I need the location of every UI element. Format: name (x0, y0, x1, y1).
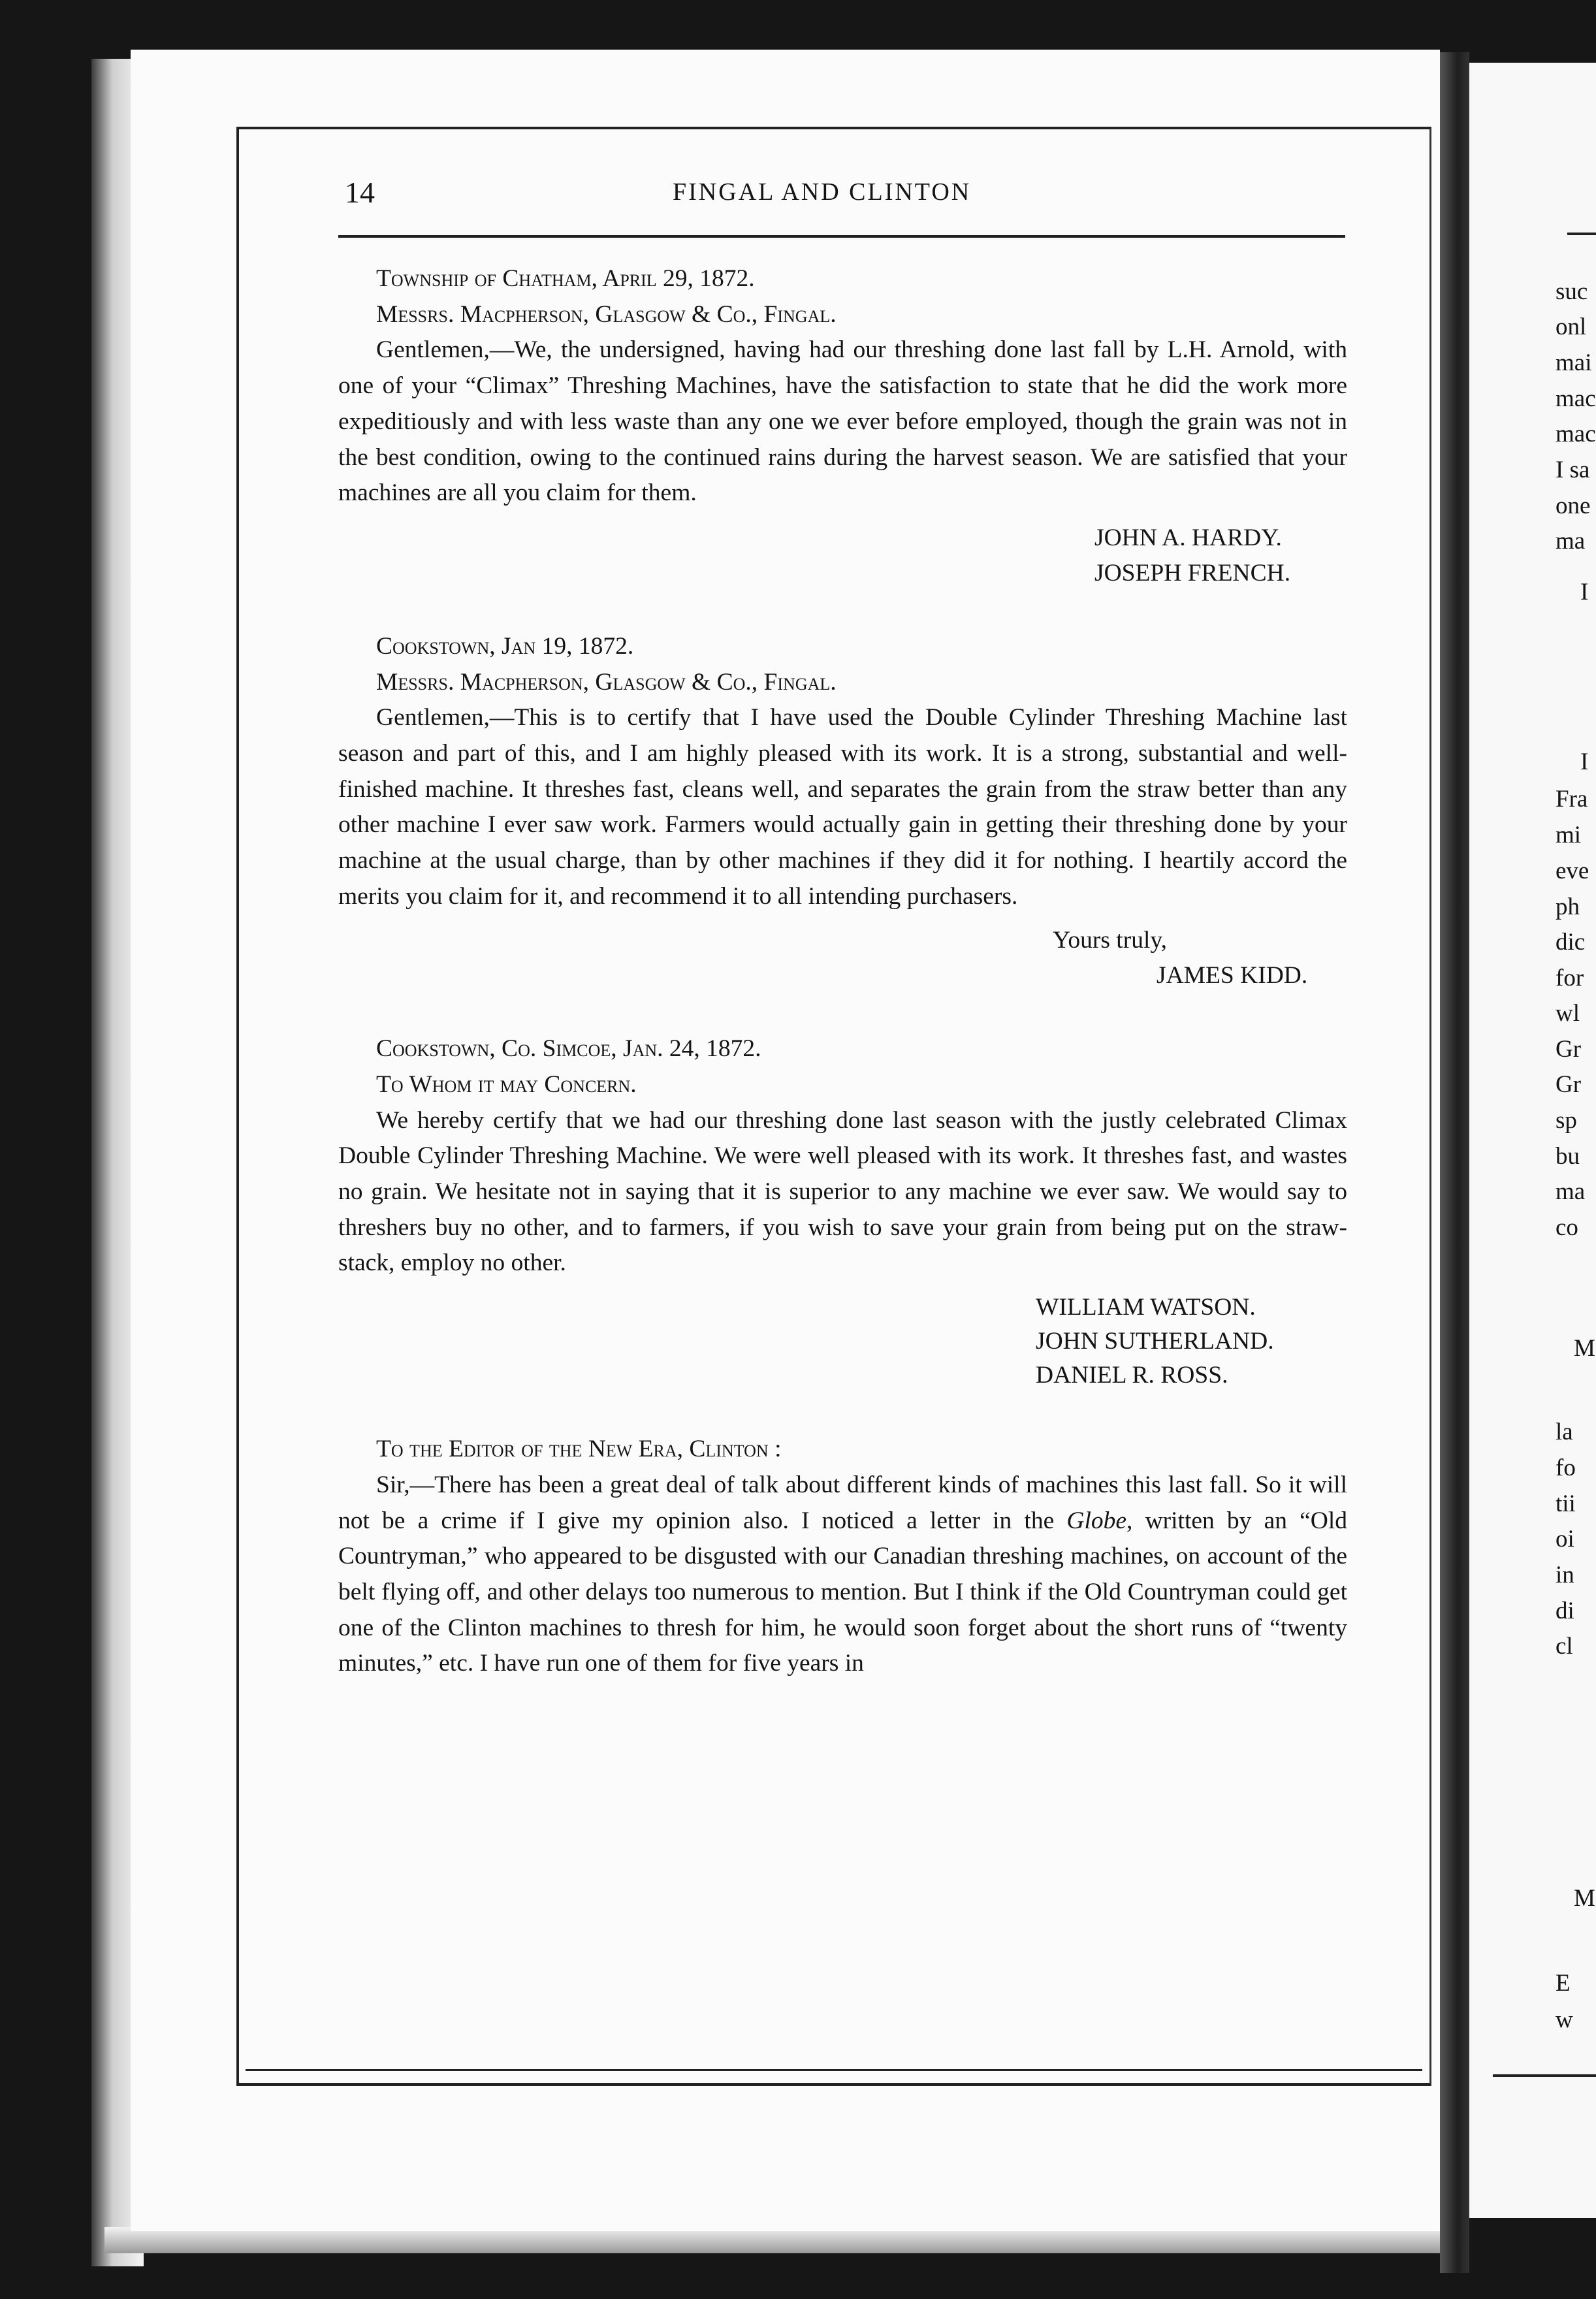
facing-page-fragment: eve (1556, 858, 1589, 884)
facing-page-fragment: cl (1556, 1633, 1573, 1660)
facing-page-fragment: E (1556, 1970, 1571, 1997)
facing-page-fragment: Gr (1556, 1071, 1582, 1098)
page-border-inner-rule (246, 2069, 1422, 2071)
letter-text: Sir,—There has been a great deal of talk about different kinds of machines this last fall. So it will not be a crime if I give my opinion also. I noticed a letter in the (338, 1471, 1347, 1534)
letter-dateline: Cookstown, Jan 19, 1872. (376, 632, 634, 660)
page-stack-bottom-edge (104, 2227, 1450, 2253)
facing-page-fragment: ma (1556, 528, 1586, 555)
letter-signature: JOSEPH FRENCH. (1094, 559, 1291, 587)
facing-page-fragment: wl (1556, 1000, 1580, 1027)
facing-page-fragment: mac (1556, 385, 1596, 412)
letter-salutation: Messrs. Macpherson, Glasgow & Co., Fingal. (376, 668, 837, 696)
facing-page-fragment: tii (1556, 1490, 1576, 1517)
facing-page-fragment: dic (1556, 929, 1586, 956)
facing-page-fragment: I (1580, 579, 1589, 605)
facing-page-fragment: ph (1556, 893, 1580, 920)
letter-signature: DANIEL R. ROSS. (1036, 1362, 1228, 1389)
letter-paragraph: Gentlemen,—We, the undersigned, having had our threshing done last fall by L.H. Arnold, with one of your “Climax” Threshing Machines, have the satisfaction to state that he did the work more expeditiously and with less waste than any one we ever before employed, though the grain was not in the best condition, owing to the continued rains during the harvest season. We are satisfied that your machines are all you claim for them. (338, 336, 1347, 507)
facing-page-fragment: mac (1556, 421, 1596, 447)
facing-page-fragment: la (1556, 1419, 1573, 1445)
running-title: FINGAL AND CLINTON (673, 178, 972, 206)
facing-page-fragment: w (1556, 2006, 1573, 2033)
facing-page-border-rule (1493, 2074, 1596, 2077)
letter-text: , written by an “Old Countryman,” who appeared to be disgusted with our Canadian threshing machines, on account of the belt flying off, and other delays too numerous to mention. But I think if the Old Countryman could get one of the Clinton machines to thresh for him, he would soon forget about the short runs of “twenty minutes,” etc. I have run one of them for five years in (338, 1507, 1348, 1677)
header-rule (338, 235, 1345, 238)
letter-salutation: To the Editor of the New Era, Clinton : (376, 1436, 782, 1463)
page-body (338, 261, 1347, 1682)
facing-page-fragment: M (1574, 1885, 1595, 1912)
testimonial-letter (338, 261, 1347, 591)
testimonial-letter (338, 629, 1347, 993)
page-number: 14 (345, 176, 375, 209)
facing-page-fragment: M (1574, 1335, 1595, 1362)
facing-page-fragment: mai (1556, 349, 1592, 376)
letter-paragraph: We hereby certify that we had our threshing done last season with the justly celebrated Climax Double Cylinder Threshing Machine. We were well pleased with its work. It threshes fast, and wastes no grain. We hesitate not in saying that it is superior to any machine we ever saw. We would say to threshers buy no other, and to farmers, if you wish to save your grain from being put on the straw-stack, employ no other. (338, 1106, 1347, 1277)
facing-page-fragment: bu (1556, 1143, 1580, 1170)
letter-salutation: Messrs. Macpherson, Glasgow & Co., Fingal. (376, 300, 837, 328)
facing-page-fragment: fo (1556, 1455, 1576, 1481)
facing-page-fragment: di (1556, 1598, 1574, 1624)
facing-page-fragment: suc (1556, 278, 1588, 305)
facing-page-fragment: co (1556, 1214, 1578, 1241)
letter-signature: JOHN A. HARDY. (1094, 524, 1282, 551)
facing-page-fragment: mi (1556, 822, 1582, 848)
facing-page-fragment: oi (1556, 1526, 1574, 1552)
letter-signature: JAMES KIDD. (1157, 962, 1308, 989)
editor-letter (338, 1432, 1347, 1682)
book-gutter (1440, 52, 1469, 2273)
letter-dateline: Cookstown, Co. Simcoe, Jan. 24, 1872. (376, 1035, 761, 1063)
facing-page-fragment: I (1580, 748, 1589, 775)
facing-page-header-rule (1567, 233, 1596, 235)
newspaper-title: Globe (1066, 1507, 1127, 1534)
letter-dateline: Township of Chatham, April 29, 1872. (376, 265, 755, 292)
testimonial-letter (338, 1031, 1347, 1392)
letter-salutation: To Whom it may Concern. (376, 1070, 637, 1098)
letter-signature: JOHN SUTHERLAND. (1036, 1328, 1274, 1355)
facing-page-fragment: Fra (1556, 786, 1588, 812)
facing-page-fragment: one (1556, 492, 1591, 519)
facing-page-fragment: sp (1556, 1107, 1577, 1134)
letter-closing: Yours truly, (1053, 926, 1168, 954)
letter-paragraph (338, 1468, 1347, 1682)
facing-page-fragment: in (1556, 1562, 1574, 1588)
facing-page-fragment: ma (1556, 1178, 1586, 1205)
facing-page-fragment: onl (1556, 314, 1587, 340)
facing-page-fragment: for (1556, 965, 1584, 991)
facing-page-fragment: I sa (1556, 457, 1590, 483)
letter-paragraph: Gentlemen,—This is to certify that I have used the Double Cylinder Threshing Machine last season and part of this, and I am highly pleased with its work. It is a strong, substantial and well-finished machine. It threshes fast, cleans well, and separates the grain from the straw better than any other machine I ever saw work. Farmers would actually gain in getting their threshing done by your machine at the usual charge, than by other machines if they did it for nothing. I heartily accord the merits you claim for it, and recommend it to all intending purchasers. (338, 704, 1347, 910)
letter-signature: WILLIAM WATSON. (1036, 1294, 1256, 1321)
facing-page-fragment: Gr (1556, 1036, 1582, 1063)
